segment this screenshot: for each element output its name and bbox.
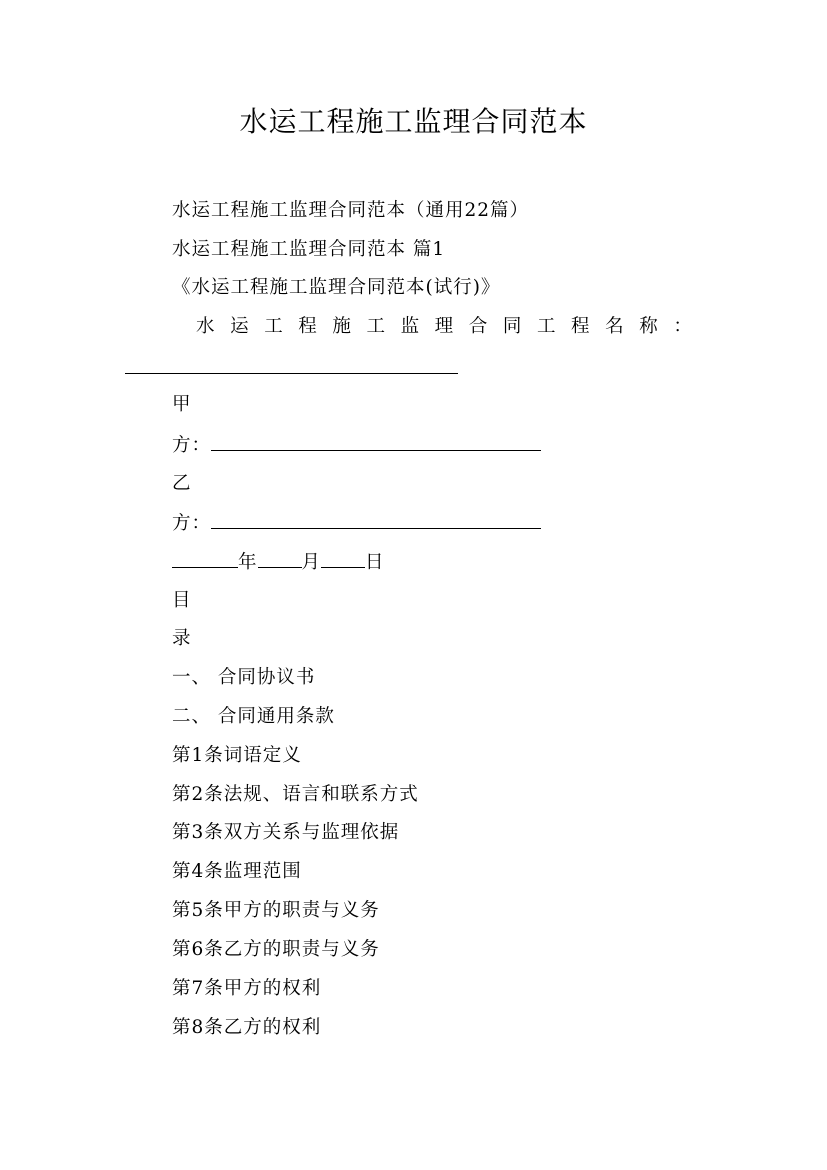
contract-name: 《水运工程施工监理合同范本(试行)》 (172, 277, 501, 298)
day-blank (321, 547, 365, 568)
project-name-char: 程 (571, 316, 590, 337)
project-name-char: 程 (298, 316, 317, 337)
toc-item: 第1条词语定义 (172, 745, 302, 766)
project-name-char: 运 (230, 316, 249, 337)
date-month: 月 (301, 552, 322, 573)
party-b-label: 方： (172, 513, 212, 534)
party-a-blank (211, 430, 541, 451)
toc-item: 第6条乙方的职责与义务 (172, 939, 380, 960)
project-name-char: 施 (332, 316, 351, 337)
project-name-char: 称 (639, 316, 658, 337)
toc-item: 二、 合同通用条款 (172, 706, 335, 727)
date-day: 日 (365, 552, 385, 573)
toc-item: 一、 合同协议书 (172, 667, 316, 688)
toc-char-2: 录 (172, 628, 192, 649)
project-name-char: 合 (468, 316, 488, 337)
project-name-char: 工 (536, 316, 556, 337)
project-name-char: ： (673, 316, 692, 337)
project-name-char: 理 (434, 316, 454, 337)
project-name-char: 工 (366, 316, 385, 337)
toc-item: 第2条法规、语言和联系方式 (172, 784, 419, 805)
document-title: 水运工程施工监理合同范本 (239, 105, 588, 138)
party-a-label: 方： (172, 435, 212, 456)
project-name-char: 水 (196, 316, 215, 337)
toc-item: 第3条双方关系与监理依据 (172, 822, 400, 843)
party-b-char: 乙 (172, 473, 192, 494)
piece-heading: 水运工程施工监理合同范本 篇1 (172, 239, 446, 260)
toc-item: 第5条甲方的职责与义务 (172, 900, 380, 921)
subtitle-line: 水运工程施工监理合同范本（通用22篇） (172, 200, 530, 221)
toc-char-1: 目 (172, 590, 192, 611)
project-name-char: 工 (264, 316, 283, 337)
party-a-char: 甲 (172, 394, 192, 415)
project-name-char: 监 (400, 316, 420, 337)
project-name-char: 名 (605, 316, 624, 337)
toc-item: 第7条甲方的权利 (172, 978, 322, 999)
project-name-label (196, 313, 692, 341)
toc-item: 第8条乙方的权利 (172, 1017, 322, 1038)
month-blank (258, 547, 302, 568)
party-b-line (172, 508, 541, 538)
year-blank (172, 547, 238, 568)
project-name-char: 同 (502, 316, 522, 337)
project-name-blank (125, 373, 458, 374)
date-year: 年 (238, 552, 258, 573)
party-a-line (172, 430, 541, 460)
date-line (172, 547, 385, 577)
toc-item: 第4条监理范围 (172, 861, 302, 882)
party-b-blank (211, 508, 541, 529)
